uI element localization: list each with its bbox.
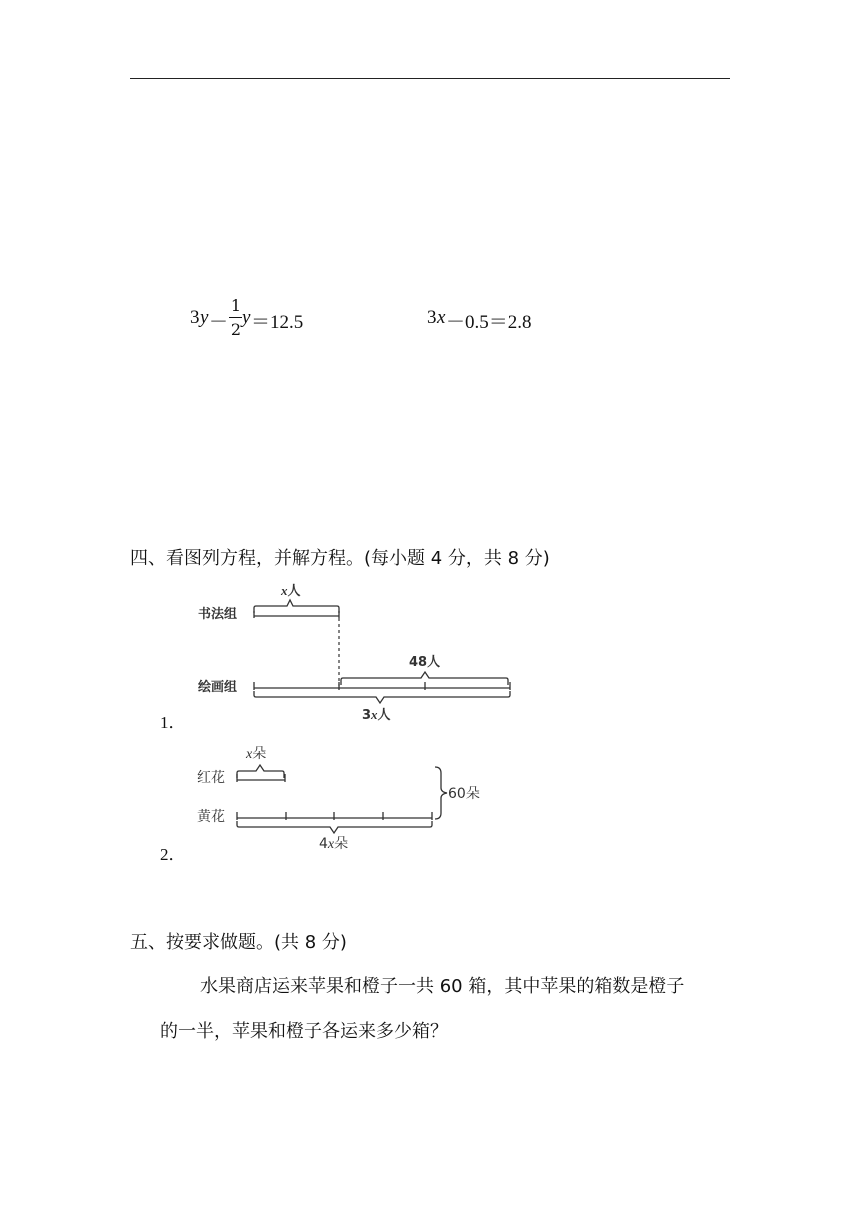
eq1-denominator: 2 bbox=[230, 320, 242, 339]
eq1-var: y bbox=[200, 307, 209, 328]
q2-total-brace bbox=[237, 821, 432, 833]
q2-top-var: x bbox=[246, 747, 253, 762]
section5-line2: 的一半，苹果和橙子各运来多少箱？ bbox=[160, 1021, 448, 1042]
svg-text:x朵 bbox=[245, 746, 266, 762]
q1-top-unit: 人 bbox=[287, 584, 301, 599]
eq2-rest: －0.5＝2.8 bbox=[446, 312, 532, 333]
diagram-1 bbox=[190, 578, 520, 726]
eq1-rhs: ＝12.5 bbox=[251, 312, 304, 333]
eq2-coef: 3 bbox=[427, 307, 437, 328]
q1-total-coef: 3 bbox=[362, 708, 372, 723]
q2-total-var: x bbox=[327, 837, 335, 852]
eq1-fraction-bar bbox=[229, 317, 242, 318]
q2-sum-label: 60朵 bbox=[448, 786, 480, 802]
q1-total-var: x bbox=[371, 707, 378, 722]
eq1-coef: 3 bbox=[190, 307, 200, 328]
q1-top-brace bbox=[254, 600, 339, 613]
section5-line1: 水果商店运来苹果和橙子一共 60 箱，其中苹果的箱数是橙子 bbox=[200, 976, 685, 997]
svg-text:3x人 bbox=[362, 707, 391, 723]
q2-total-unit: 朵 bbox=[334, 836, 349, 852]
eq1-numerator: 1 bbox=[230, 296, 242, 315]
svg-text:x人 bbox=[280, 583, 301, 599]
q1-top-var: x bbox=[281, 583, 288, 598]
q1-row1-label: 书法组 bbox=[198, 607, 238, 622]
eq1-minus: － bbox=[209, 312, 229, 333]
header-rule bbox=[130, 78, 730, 79]
q2-top-brace bbox=[237, 765, 284, 778]
eq1-var2: y bbox=[242, 307, 251, 328]
svg-text:4x朵 bbox=[319, 836, 348, 852]
q1-part-label: 48人 bbox=[409, 655, 441, 670]
section4-heading: 四、看图列方程，并解方程。(每小题 4 分，共 8 分) bbox=[130, 548, 550, 569]
q2-sum-brace bbox=[435, 767, 447, 819]
diagram-2 bbox=[190, 740, 500, 855]
q2-row2-label: 黄花 bbox=[197, 809, 225, 825]
q2-row1-label: 红花 bbox=[197, 770, 225, 786]
q1-total-brace bbox=[254, 691, 510, 703]
q1-number: 1． bbox=[160, 713, 186, 732]
section5-heading: 五、按要求做题。(共 8 分) bbox=[130, 932, 347, 953]
q1-row2-label: 绘画组 bbox=[198, 680, 238, 695]
eq2-var: x bbox=[437, 307, 446, 328]
q1-total-unit: 人 bbox=[377, 708, 391, 723]
q2-total-coef: 4 bbox=[319, 836, 328, 852]
q2-number: 2． bbox=[160, 845, 186, 864]
q2-top-unit: 朵 bbox=[252, 746, 267, 762]
